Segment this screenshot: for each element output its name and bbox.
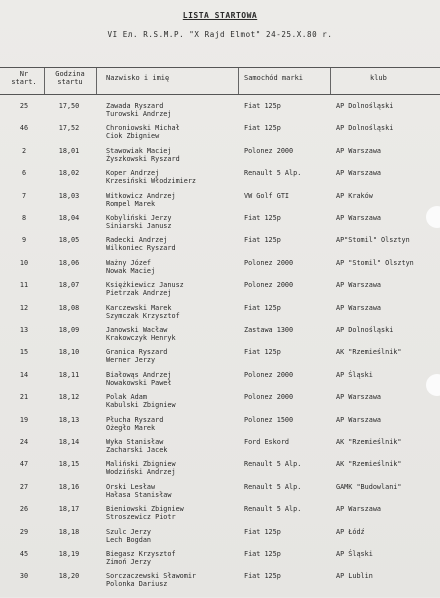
- start-number: 9: [21, 236, 27, 245]
- car-model: Polonez 1500: [244, 415, 294, 424]
- driver-name: Karczewski Marek: [106, 303, 172, 312]
- header-time-line1: Godzina: [55, 70, 85, 78]
- start-time: 18,14: [58, 438, 80, 446]
- start-number: 25: [19, 102, 29, 110]
- column-separator: [330, 68, 331, 94]
- driver-name: Kobyliński Jerzy: [106, 214, 172, 222]
- document-subtitle: VI Ел. R.S.M.P. "X Rajd Elmot" 24-25.X.80 r.: [107, 30, 333, 39]
- crew-names: [106, 281, 184, 297]
- start-time: 18,06: [58, 258, 80, 267]
- column-separator: [96, 68, 97, 94]
- start-number: 13: [19, 326, 29, 334]
- crew-names: [106, 102, 171, 118]
- start-time: 18,18: [58, 527, 80, 536]
- driver-name: Stawowiak Maciej: [106, 146, 172, 155]
- car-model: Ford Eskord: [244, 438, 290, 446]
- crew-names: [106, 124, 180, 140]
- club-name: AP Warszawa: [336, 146, 382, 155]
- header-nr-line2: start.: [11, 78, 37, 86]
- document-title: LISTA STARTOWA: [182, 11, 258, 20]
- crew-names: [106, 304, 180, 320]
- column-separator: [44, 68, 45, 94]
- start-time: 18,08: [58, 303, 80, 312]
- car-model: Fiat 125p: [244, 124, 281, 133]
- table-row: [0, 572, 440, 598]
- crew-names: [106, 371, 171, 387]
- club-name: AP "Stomil" Olsztyn: [336, 258, 414, 267]
- club-name: AP Warszawa: [336, 281, 382, 290]
- club-name: AP Śląski: [336, 370, 373, 379]
- club-name: AP Kraków: [336, 191, 373, 200]
- car-model: Fiat 125p: [244, 550, 281, 558]
- club-name: AP Lublin: [336, 572, 373, 581]
- codriver-name: Polonka Dariusz: [106, 580, 168, 589]
- codriver-name: Lech Bogdan: [106, 535, 152, 544]
- start-number: 19: [19, 415, 29, 424]
- start-time: 18,05: [58, 236, 80, 245]
- header-time-line2: startu: [57, 78, 83, 86]
- crew-names: [106, 505, 184, 521]
- car-model: Fiat 125p: [244, 236, 281, 245]
- start-time: 18,11: [58, 370, 80, 379]
- crew-names: [106, 393, 176, 409]
- start-time: 18,16: [58, 482, 80, 491]
- header-bottom-rule: [0, 94, 440, 95]
- start-time: 18,07: [58, 281, 80, 290]
- column-separator: [238, 68, 239, 94]
- codriver-name: Krakowczyk Henryk: [106, 334, 176, 342]
- codriver-name: Zacharski Jacek: [106, 446, 168, 454]
- start-time: 18,15: [58, 460, 80, 469]
- driver-name: Polak Adam: [106, 393, 147, 402]
- crew-names: [106, 326, 176, 342]
- codriver-name: Ciok Zbigniew: [106, 132, 160, 141]
- crew-names: [106, 348, 167, 364]
- club-name: AP Dolnośląski: [336, 326, 394, 334]
- header-car: Samochód marki: [244, 74, 304, 82]
- start-number: 2: [21, 146, 27, 155]
- crew-names: [106, 483, 171, 499]
- club-name: AP"Stomil" Olsztyn: [336, 236, 410, 245]
- codriver-name: Pietrzak Andrzej: [106, 289, 172, 298]
- header-top-rule: [0, 67, 440, 68]
- codriver-name: Werner Jerzy: [106, 356, 156, 365]
- start-time: 18,12: [58, 393, 80, 402]
- crew-names: [106, 550, 176, 566]
- header-club: klub: [370, 74, 387, 82]
- crew-names: [106, 169, 196, 185]
- club-name: AP Warszawa: [336, 214, 382, 222]
- codriver-name: Wodziński Andrzej: [106, 468, 176, 477]
- header-nr-line1: Nr: [19, 70, 29, 78]
- car-model: Polonez 2000: [244, 146, 294, 155]
- header-nr: [8, 70, 40, 86]
- crew-names: [106, 528, 151, 544]
- header-names: Nazwisko i imię: [106, 74, 170, 82]
- codriver-name: Hałasa Stanisław: [106, 490, 172, 499]
- driver-name: Zawada Ryszard: [106, 102, 164, 110]
- club-name: AP Warszawa: [336, 505, 382, 514]
- club-name: AP Łódź: [336, 527, 365, 536]
- crew-names: [106, 259, 155, 275]
- start-time: 18,02: [58, 169, 80, 178]
- crew-names: [106, 438, 167, 454]
- car-model: Fiat 125p: [244, 303, 281, 312]
- start-number: 47: [19, 460, 29, 469]
- car-model: Fiat 125p: [244, 572, 281, 581]
- club-name: AK "Rzemieślnik": [336, 460, 402, 469]
- driver-name: Radecki Andrzej: [106, 236, 168, 245]
- start-number: 15: [19, 348, 29, 357]
- crew-names: [106, 236, 176, 252]
- start-time: 18,20: [58, 572, 80, 581]
- club-name: AP Dolnośląski: [336, 124, 394, 133]
- codriver-name: Wilkoniec Ryszard: [106, 244, 176, 253]
- crew-names: [106, 214, 171, 230]
- car-model: Fiat 125p: [244, 348, 281, 357]
- start-number: 8: [21, 214, 27, 222]
- driver-name: Janowski Wacław: [106, 326, 168, 334]
- car-model: Fiat 125p: [244, 527, 281, 536]
- codriver-name: Nowakowski Paweł: [106, 378, 172, 387]
- driver-name: Szulc Jerzy: [106, 527, 152, 536]
- codriver-name: Krzesiński Włodzimierz: [106, 177, 197, 186]
- driver-name: Maliński Zbigniew: [106, 460, 176, 469]
- car-model: Polonez 2000: [244, 281, 294, 290]
- start-time: 18,10: [58, 348, 80, 357]
- car-model: Polonez 2000: [244, 370, 294, 379]
- club-name: AP Warszawa: [336, 393, 382, 402]
- club-name: AP Śląski: [336, 550, 373, 558]
- start-number: 27: [19, 482, 29, 491]
- driver-name: Biegasz Krzysztof: [106, 550, 176, 558]
- club-name: AP Warszawa: [336, 415, 382, 424]
- car-model: Renault 5 Alp.: [244, 482, 302, 491]
- club-name: AP Warszawa: [336, 303, 382, 312]
- driver-name: Białowąs Andrzej: [106, 370, 172, 379]
- codriver-name: Zimoń Jerzy: [106, 558, 152, 566]
- start-number: 14: [19, 370, 29, 379]
- codriver-name: Siniarski Janusz: [106, 222, 172, 230]
- crew-names: [106, 416, 163, 432]
- start-number: 29: [19, 527, 29, 536]
- start-time: 18,13: [58, 415, 80, 424]
- codriver-name: Kabulski Zbigniew: [106, 401, 176, 410]
- start-time: 18,01: [58, 146, 80, 155]
- start-number: 30: [19, 572, 29, 581]
- start-number: 12: [19, 303, 29, 312]
- start-number: 11: [19, 281, 29, 290]
- start-time: 18,09: [58, 326, 80, 334]
- driver-name: Chroniowski Michał: [106, 124, 180, 133]
- club-name: AP Dolnośląski: [336, 102, 394, 110]
- driver-name: Płucha Ryszard: [106, 415, 164, 424]
- start-number: 46: [19, 124, 29, 133]
- start-number: 45: [19, 550, 29, 558]
- car-model: Zastawa 1300: [244, 326, 294, 334]
- start-number: 24: [19, 438, 29, 446]
- codriver-name: Ożegło Marek: [106, 423, 156, 432]
- driver-name: Granica Ryszard: [106, 348, 168, 357]
- driver-name: Orski Lesław: [106, 482, 156, 491]
- start-number: 21: [19, 393, 29, 402]
- car-model: Renault 5 Alp.: [244, 505, 302, 514]
- start-time: 17,52: [58, 124, 80, 133]
- club-name: AP Warszawa: [336, 169, 382, 178]
- club-name: AK "Rzemieślnik": [336, 438, 402, 446]
- car-model: Fiat 125p: [244, 214, 281, 222]
- codriver-name: Rompel Marek: [106, 199, 156, 208]
- driver-name: Koper Andrzej: [106, 169, 160, 178]
- codriver-name: Żyszkowski Ryszard: [106, 154, 180, 163]
- driver-name: Witkowicz Andrzej: [106, 191, 176, 200]
- car-model: Polonez 2000: [244, 393, 294, 402]
- driver-name: Ważny Józef: [106, 258, 152, 267]
- car-model: Renault 5 Alp.: [244, 460, 302, 469]
- codriver-name: Szymczak Krzysztof: [106, 311, 180, 320]
- club-name: GAMK "Budowlani": [336, 482, 402, 491]
- crew-names: [106, 192, 176, 208]
- codriver-name: Stroszewicz Piotr: [106, 513, 176, 522]
- start-time: 18,19: [58, 550, 80, 558]
- start-time: 18,04: [58, 214, 80, 222]
- codriver-name: Nowak Maciej: [106, 266, 156, 275]
- car-model: VW Golf GTI: [244, 191, 290, 200]
- driver-name: Bieniowski Zbigniew: [106, 505, 184, 514]
- club-name: AK "Rzemieślnik": [336, 348, 402, 357]
- start-number: 7: [21, 191, 27, 200]
- crew-names: [106, 147, 180, 163]
- crew-names: [106, 572, 196, 588]
- crew-names: [106, 460, 176, 476]
- start-time: 17,50: [58, 102, 80, 110]
- start-time: 18,17: [58, 505, 80, 514]
- car-model: Fiat 125p: [244, 102, 281, 110]
- driver-name: Księżkiewicz Janusz: [106, 281, 184, 290]
- driver-name: Sorczaczewski Sławomir: [106, 572, 197, 581]
- start-number: 10: [19, 258, 29, 267]
- start-time: 18,03: [58, 191, 80, 200]
- start-number: 6: [21, 169, 27, 178]
- driver-name: Wyka Stanisław: [106, 438, 164, 446]
- car-model: Polonez 2000: [244, 258, 294, 267]
- car-model: Renault 5 Alp.: [244, 169, 302, 178]
- header-time: [48, 70, 92, 86]
- codriver-name: Turowski Andrzej: [106, 110, 172, 118]
- start-number: 26: [19, 505, 29, 514]
